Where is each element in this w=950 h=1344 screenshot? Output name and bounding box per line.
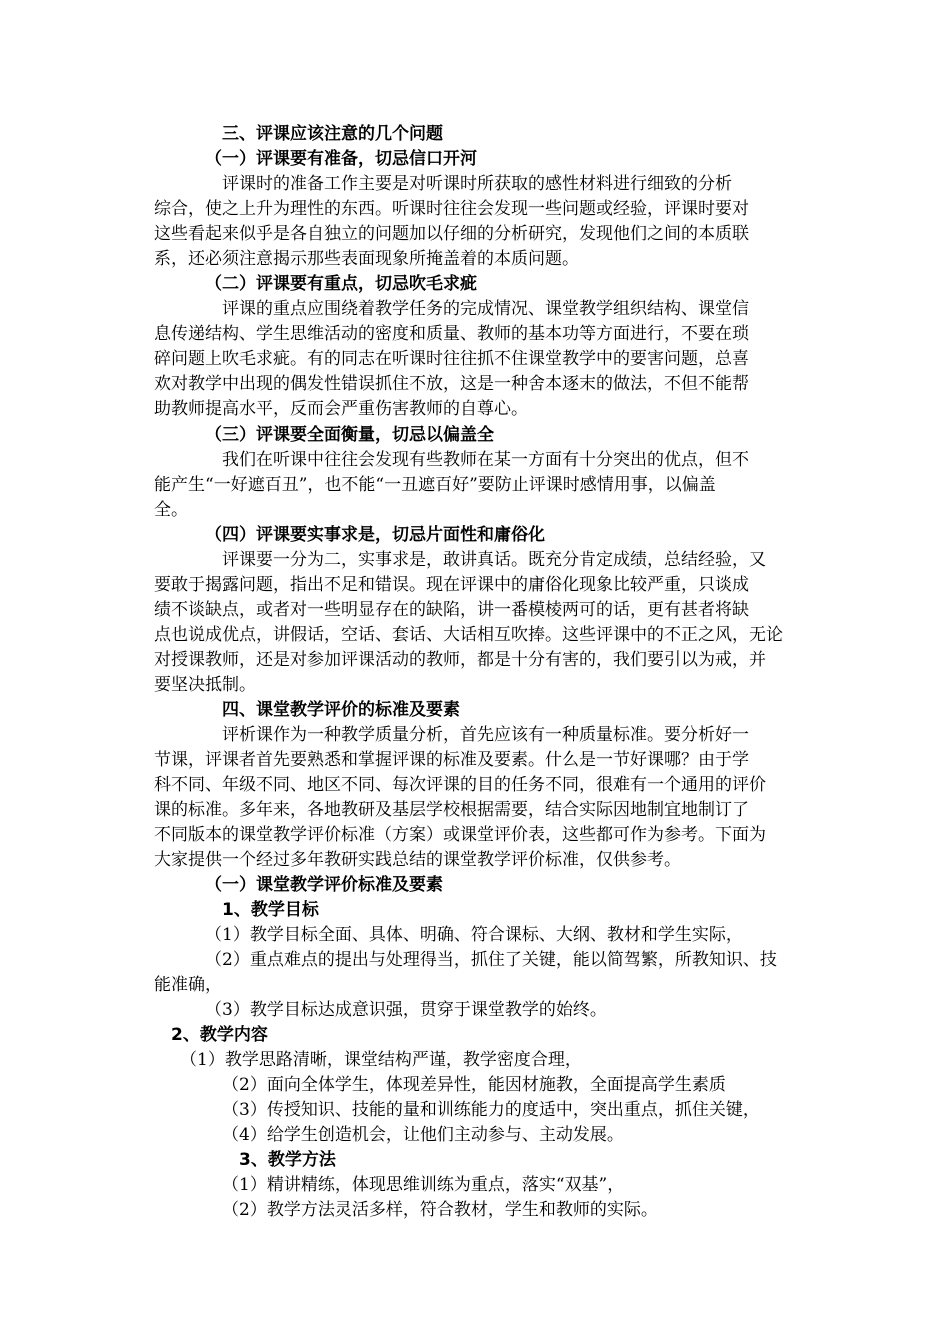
paragraph-line: 要敢于揭露问题，指出不足和错误。现在评课中的庸俗化现象比较严重，只谈成 (154, 575, 749, 595)
list-item: （1）精讲精练，体现思维训练为重点，落实“双基”， (222, 1175, 625, 1195)
paragraph-line: 息传递结构、学生思维活动的密度和质量、教师的基本功等方面进行，不要在琐 (154, 324, 749, 344)
subsection-heading: （四）评课要实事求是，切忌片面性和庸俗化 (205, 525, 545, 545)
subsection-heading: （三）评课要全面衡量，切忌以偏盖全 (205, 425, 494, 445)
paragraph-line: 科不同、年级不同、地区不同、每次评课的目的任务不同，很难有一个通用的评价 (154, 775, 766, 795)
item-heading: 3、教学方法 (239, 1150, 336, 1170)
paragraph-line: 这些看起来似乎是各自独立的问题加以仔细的分析研究，发现他们之间的本质联 (154, 224, 749, 244)
paragraph-line: 课的标准。多年来，各地教研及基层学校根据需要，结合实际因地制宜地制订了 (154, 800, 749, 820)
paragraph-line: 我们在听课中往往会发现有些教师在某一方面有十分突出的优点，但不 (222, 450, 749, 470)
paragraph-line: 不同版本的课堂教学评价标准（方案）或课堂评价表，这些都可作为参考。下面为 (154, 825, 766, 845)
subsection-heading: （一）课堂教学评价标准及要素 (205, 875, 443, 895)
item-heading: 1、教学目标 (222, 900, 319, 920)
paragraph-line: 能产生“一好遮百丑”，也不能“一丑遮百好”要防止评课时感情用事，以偏盖 (154, 475, 716, 495)
paragraph-line: 评析课作为一种教学质量分析，首先应该有一种质量标准。要分析好一 (222, 725, 749, 745)
section-heading: 四、课堂教学评价的标准及要素 (222, 700, 460, 720)
paragraph-line: 评课的重点应围绕着教学任务的完成情况、课堂教学组织结构、课堂信 (222, 299, 749, 319)
paragraph-line: 评课时的准备工作主要是对听课时所获取的感性材料进行细致的分析 (222, 174, 732, 194)
list-item: （3）传授知识、技能的量和训练能力的度适中，突出重点，抓住关键， (222, 1100, 760, 1120)
paragraph-line: 碎问题上吹毛求疵。有的同志在听课时往往抓不住课堂教学中的要害问题，总喜 (154, 349, 749, 369)
paragraph-line: 节课，评课者首先要熟悉和掌握评课的标准及要素。什么是一节好课哪？由于学 (154, 750, 749, 770)
list-item: （4）给学生创造机会，让他们主动参与、主动发展。 (222, 1125, 624, 1145)
paragraph-line: 助教师提高水平，反而会严重伤害教师的自尊心。 (154, 399, 528, 419)
list-item: （2）重点难点的提出与处理得当，抓住了关键，能以简驾繁，所教知识、技 (205, 950, 777, 970)
item-heading: 2、教学内容 (171, 1025, 268, 1045)
paragraph-line: 要坚决抵制。 (154, 675, 256, 695)
list-item-continuation: 能准确， (154, 975, 222, 995)
paragraph-line: 大家提供一个经过多年教研实践总结的课堂教学评价标准，仅供参考。 (154, 850, 681, 870)
paragraph-line: 系，还必须注意揭示那些表面现象所掩盖着的本质问题。 (154, 249, 579, 269)
list-item: （3）教学目标达成意识强，贯穿于课堂教学的始终。 (205, 1000, 607, 1020)
list-item: （2）面向全体学生，体现差异性，能因材施教，全面提高学生素质 (222, 1075, 726, 1095)
paragraph-line: 综合，使之上升为理性的东西。听课时往往会发现一些问题或经验，评课时要对 (154, 199, 749, 219)
subsection-heading: （二）评课要有重点，切忌吹毛求疵 (205, 274, 477, 294)
subsection-heading: （一）评课要有准备，切忌信口开河 (205, 149, 477, 169)
section-heading: 三、评课应该注意的几个问题 (222, 124, 443, 144)
paragraph-line: 欢对教学中出现的偶发性错误抓住不放，这是一种舍本逐末的做法，不但不能帮 (154, 374, 749, 394)
list-item: （1）教学目标全面、具体、明确、符合课标、大纲、教材和学生实际， (205, 925, 743, 945)
list-item: （2）教学方法灵活多样，符合教材，学生和教师的实际。 (222, 1200, 658, 1220)
paragraph-line: 绩不谈缺点，或者对一些明显存在的缺陷，讲一番模棱两可的话，更有甚者将缺 (154, 600, 749, 620)
paragraph-line: 评课要一分为二，实事求是，敢讲真话。既充分肯定成绩，总结经验，又 (222, 550, 766, 570)
list-item: （1）教学思路清晰，课堂结构严谨，教学密度合理， (180, 1050, 582, 1070)
paragraph-line: 对授课教师，还是对参加评课活动的教师，都是十分有害的，我们要引以为戒，并 (154, 650, 766, 670)
paragraph-line: 全。 (154, 500, 188, 520)
paragraph-line: 点也说成优点，讲假话，空话、套话、大话相互吹捧。这些评课中的不正之风，无论 (154, 625, 783, 645)
